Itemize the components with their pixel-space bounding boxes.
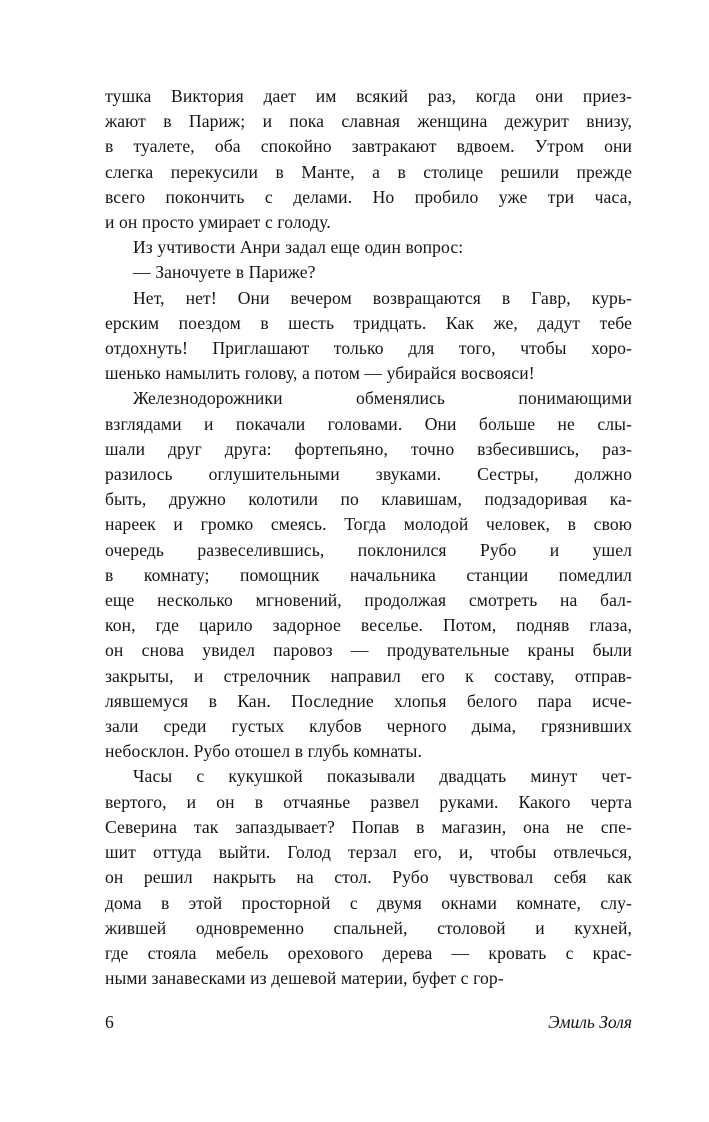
text-line: шит оттуда выйти. Голод терзал его, и, чтобы отвлечься, — [105, 842, 632, 863]
text-line: — Заночуете в Париже? — [133, 262, 316, 283]
text-line: шали друг друга: фортепьяно, точно взбесившись, раз- — [105, 438, 632, 459]
text-line: Северина так запаздывает? Попав в магазин, она не спе- — [105, 816, 632, 837]
text-line: еще несколько мгновений, продолжая смотреть на бал- — [105, 590, 632, 611]
page-number: 6 — [105, 1012, 114, 1032]
text-line: всего покончить с делами. Но пробило уже три часа, — [105, 186, 632, 207]
text-line: небосклон. Рубо отошел в глубь комнаты. — [105, 741, 422, 762]
text-line: жают в Париж; и пока славная женщина дежурит внизу, — [105, 111, 632, 132]
text-line: тушка Виктория дает им всякий раз, когда они приез- — [105, 86, 632, 106]
text-line: очередь развеселившись, поклонился Рубо и ушел — [105, 539, 632, 560]
text-line: отдохнуть! Приглашают только для того, чтобы хоро- — [105, 338, 632, 359]
text-line: слегка перекусили в Манте, а в столице решили прежде — [105, 161, 632, 182]
text-line: где стояла мебель орехового дерева — кровать с крас- — [105, 942, 632, 963]
paragraph — [105, 235, 632, 260]
text-line: в туалете, оба спокойно завтракают вдвоем. Утром они — [105, 136, 632, 157]
text-line: быть, дружно колотили по клавишам, подзадоривая ка- — [105, 489, 632, 510]
text-line: и он просто умирает с голоду. — [105, 212, 331, 233]
paragraph — [105, 84, 632, 235]
running-footer-author: Эмиль Золя — [548, 1012, 632, 1032]
text-block — [105, 84, 632, 991]
text-line: ными занавесками из дешевой материи, буфет с гор- — [105, 968, 504, 989]
text-line: жившей одновременно спальней, столовой и кухней, — [105, 917, 632, 938]
text-line: нареек и громко смеясь. Тогда молодой человек, в свою — [105, 514, 632, 535]
text-line: он решил накрыть на стол. Рубо чувствовал себя как — [105, 867, 632, 888]
text-line: Из учтивости Анри задал еще один вопрос: — [133, 237, 464, 258]
text-line: в комнату; помощник начальника станции помедлил — [105, 564, 632, 585]
paragraph — [105, 386, 632, 764]
text-line: он снова увидел паровоз — продувательные краны были — [105, 640, 632, 661]
text-line: Железнодорожники обменялись понимающими — [133, 388, 632, 409]
paragraph — [105, 260, 632, 285]
text-line: разилось оглушительными звуками. Сестры, должно — [105, 464, 632, 485]
text-line: закрыты, и стрелочник направил его к составу, отправ- — [105, 665, 632, 686]
paragraph — [105, 286, 632, 387]
text-line: шенько намылить голову, а потом — убирайся восвояси! — [105, 363, 535, 384]
paragraph — [105, 764, 632, 991]
text-line: Нет, нет! Они вечером возвращаются в Гавр, курь- — [133, 287, 632, 308]
text-line: вертого, и он в отчаянье развел руками. Какого черта — [105, 791, 632, 812]
text-line: взглядами и покачали головами. Они больше не слы- — [105, 413, 632, 434]
text-line: дома в этой просторной с двумя окнами комнате, слу- — [105, 892, 632, 913]
text-line: ерским поездом в шесть тридцать. Как же, дадут тебе — [105, 312, 632, 333]
page-footer — [105, 1010, 632, 1035]
text-line: Часы с кукушкой показывали двадцать минут чет- — [133, 766, 632, 787]
text-line: кон, где царило задорное веселье. Потом, подняв глаза, — [105, 615, 632, 636]
text-line: лявшемуся в Кан. Последние хлопья белого пара исче- — [105, 690, 632, 711]
text-line: зали среди густых клубов черного дыма, грязнивших — [105, 716, 632, 737]
